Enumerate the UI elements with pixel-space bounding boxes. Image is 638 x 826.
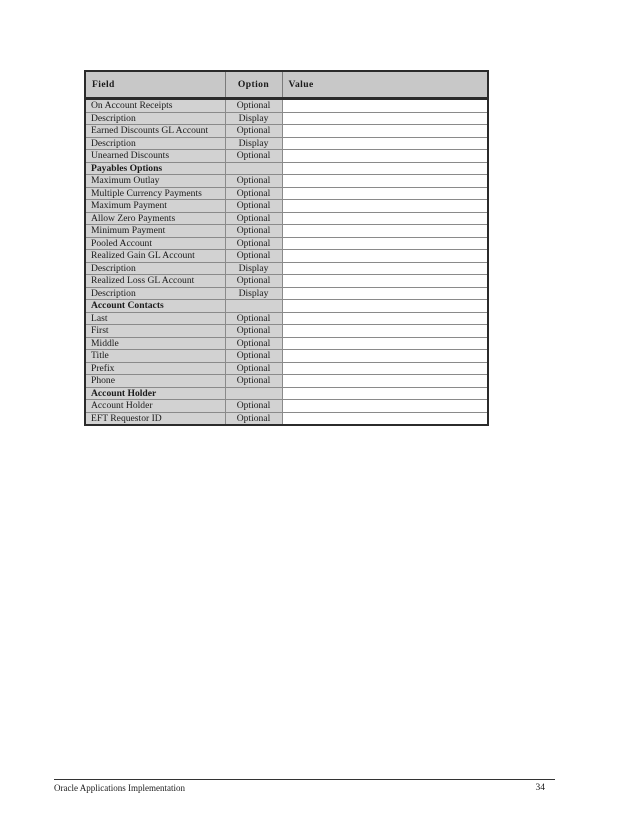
option-cell: Optional [225, 150, 282, 163]
option-cell: Optional [225, 212, 282, 225]
section-title: Account Contacts [86, 300, 225, 313]
option-cell: Optional [225, 125, 282, 138]
option-cell: Optional [225, 375, 282, 388]
field-cell: Middle [86, 337, 225, 350]
table-row [86, 312, 487, 325]
section-title: Payables Options [86, 162, 225, 175]
option-cell: Optional [225, 325, 282, 338]
footer-title: Oracle Applications Implementation [54, 783, 185, 793]
table-row [86, 262, 487, 275]
table-body [86, 99, 487, 425]
table-row [86, 275, 487, 288]
value-cell [282, 375, 487, 388]
table-row [86, 137, 487, 150]
value-cell [282, 262, 487, 275]
field-cell: Allow Zero Payments [86, 212, 225, 225]
field-cell: Description [86, 287, 225, 300]
value-cell [282, 362, 487, 375]
value-cell [282, 175, 487, 188]
option-cell: Display [225, 112, 282, 125]
table-row [86, 375, 487, 388]
value-cell [282, 287, 487, 300]
table-header [86, 72, 487, 99]
value-cell [282, 275, 487, 288]
option-cell: Display [225, 262, 282, 275]
footer-divider [54, 779, 555, 780]
header-row [86, 72, 487, 99]
table-row [86, 400, 487, 413]
field-cell: First [86, 325, 225, 338]
option-cell: Optional [225, 187, 282, 200]
page-number: 34 [535, 783, 545, 793]
value-cell [282, 125, 487, 138]
field-cell: Realized Loss GL Account [86, 275, 225, 288]
value-cell [282, 150, 487, 163]
option-cell: Optional [225, 275, 282, 288]
table-row [86, 187, 487, 200]
table-row [86, 337, 487, 350]
field-cell: Maximum Outlay [86, 175, 225, 188]
table-row [86, 212, 487, 225]
value-cell [282, 187, 487, 200]
header-value: Value [282, 72, 487, 99]
field-cell: On Account Receipts [86, 99, 225, 113]
field-cell: Multiple Currency Payments [86, 187, 225, 200]
option-cell: Optional [225, 250, 282, 263]
table-row [86, 325, 487, 338]
field-cell: Phone [86, 375, 225, 388]
field-cell: Account Holder [86, 400, 225, 413]
value-cell [282, 312, 487, 325]
section-row [86, 300, 487, 313]
option-cell: Optional [225, 200, 282, 213]
field-cell: Description [86, 112, 225, 125]
option-cell [225, 387, 282, 400]
value-cell [282, 337, 487, 350]
field-cell: Realized Gain GL Account [86, 250, 225, 263]
value-cell [282, 250, 487, 263]
section-row [86, 162, 487, 175]
option-cell: Optional [225, 412, 282, 424]
table-row [86, 99, 487, 113]
value-cell [282, 350, 487, 363]
table-row [86, 125, 487, 138]
table-row [86, 362, 487, 375]
table-row [86, 412, 487, 424]
option-cell: Optional [225, 312, 282, 325]
option-cell: Optional [225, 225, 282, 238]
table-row [86, 237, 487, 250]
value-cell [282, 99, 487, 113]
field-cell: Description [86, 262, 225, 275]
option-cell: Optional [225, 400, 282, 413]
value-cell [282, 237, 487, 250]
table-row [86, 175, 487, 188]
value-cell [282, 137, 487, 150]
value-cell [282, 387, 487, 400]
option-cell: Optional [225, 350, 282, 363]
value-cell [282, 112, 487, 125]
field-cell: Earned Discounts GL Account [86, 125, 225, 138]
table-row [86, 112, 487, 125]
field-cell: Description [86, 137, 225, 150]
table-row [86, 287, 487, 300]
value-cell [282, 412, 487, 424]
table-row [86, 350, 487, 363]
option-cell [225, 300, 282, 313]
option-cell: Optional [225, 99, 282, 113]
table-row [86, 225, 487, 238]
table-row [86, 250, 487, 263]
field-cell: Maximum Payment [86, 200, 225, 213]
field-cell: Title [86, 350, 225, 363]
value-cell [282, 400, 487, 413]
field-cell: EFT Requestor ID [86, 412, 225, 424]
option-cell: Display [225, 287, 282, 300]
table-row [86, 200, 487, 213]
option-cell: Optional [225, 362, 282, 375]
field-cell: Prefix [86, 362, 225, 375]
option-cell: Optional [225, 175, 282, 188]
field-cell: Pooled Account [86, 237, 225, 250]
field-cell: Unearned Discounts [86, 150, 225, 163]
section-row [86, 387, 487, 400]
value-cell [282, 300, 487, 313]
value-cell [282, 162, 487, 175]
value-cell [282, 225, 487, 238]
option-cell: Optional [225, 337, 282, 350]
field-cell: Last [86, 312, 225, 325]
section-title: Account Holder [86, 387, 225, 400]
header-option: Option [225, 72, 282, 99]
field-cell: Minimum Payment [86, 225, 225, 238]
header-field: Field [86, 72, 225, 99]
field-option-table [86, 72, 487, 424]
option-cell: Display [225, 137, 282, 150]
value-cell [282, 325, 487, 338]
option-cell [225, 162, 282, 175]
option-cell: Optional [225, 237, 282, 250]
setup-table [84, 70, 489, 426]
value-cell [282, 212, 487, 225]
table-row [86, 150, 487, 163]
value-cell [282, 200, 487, 213]
